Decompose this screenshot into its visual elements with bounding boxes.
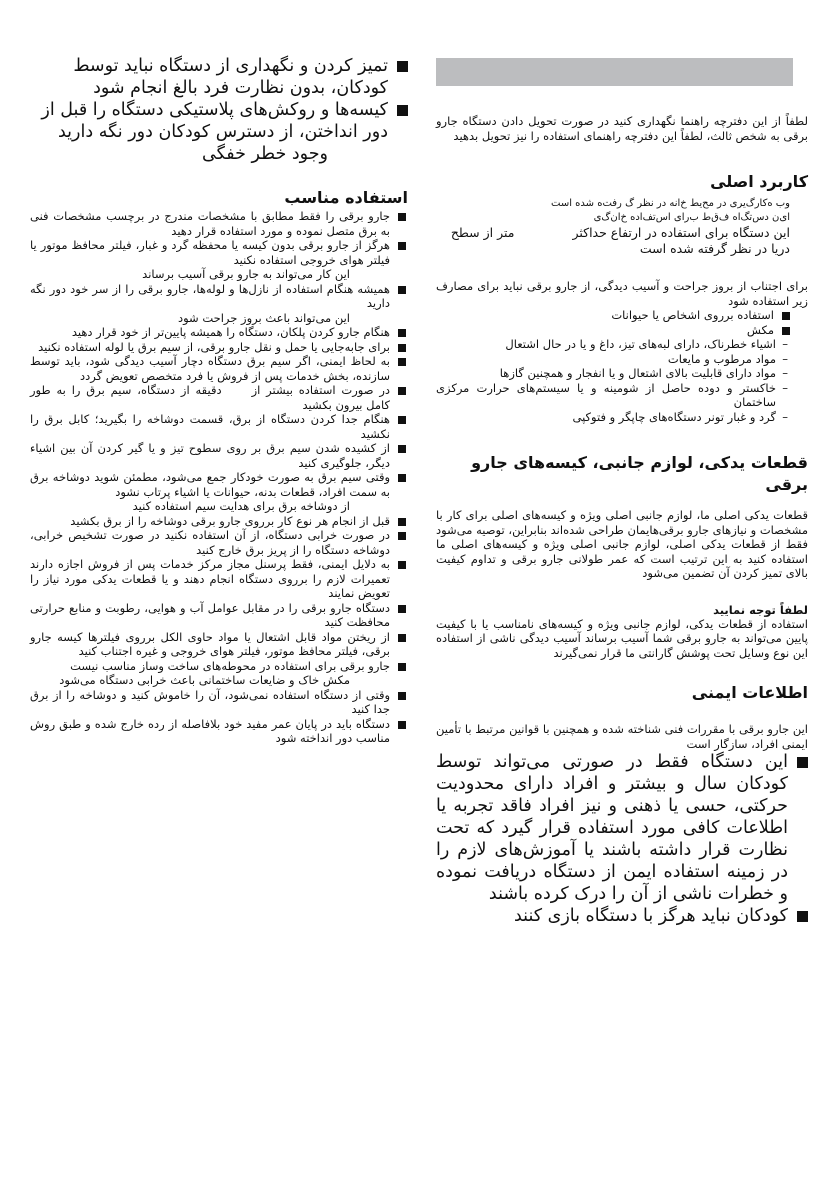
list-item: دستگاه باید در پایان عمر مفید خود بلافاصله از رده خارج شده و طبق روش مناسب دور انداخته شود (30, 717, 408, 746)
intended-use-line-2: ای‌ن دس‌تگ‌اه ف‌ق‌ط ب‌رای اس‌تف‌اده خ‌ان‌گ‌ی (593, 212, 790, 223)
list-item: به لحاظ ایمنی، اگر سیم برق دستگاه دچار آسیب دیدگی شود، باید توسط سازنده، بخش خدمات پس از فروش یا فرد متخصص تعویض گردد (30, 354, 408, 383)
item-note: این کار می‌تواند به جارو برقی آسیب برساند (142, 267, 350, 281)
list-item: – گرد و غبار تونر دستگاه‌های چاپگر و فتوکپی (436, 410, 788, 425)
list-item: در صورت خرابی دستگاه، از آن استفاده نکنید در صورت تشخیص خرابی، دوشاخه دستگاه را از پریز برق خارج کنید (30, 528, 408, 557)
list-item: همیشه هنگام استفاده از نازل‌ها و لوله‌ها، جارو برقی را از سر خود دور نگه دارید این می‌تواند باعث بروز جراحت شود (30, 282, 408, 326)
avoid-list (436, 308, 808, 337)
list-item: جارو برقی را فقط مطابق با مشخصات مندرج در برچسب مشخصات فنی به برق متصل نموده و مورد استفاده قرار دهید (30, 209, 408, 238)
section-heading-proper-use: استفاده مناسب (284, 188, 408, 207)
list-item: هرگز از جارو برقی بدون کیسه یا محفظه گرد و غبار، فیلتر محافظ موتور یا فیلتر هوای خروجی استفاده نکنید این کار می‌تواند به جارو برقی آسیب برساند (30, 238, 408, 282)
list-item: از کشیده شدن سیم برق بر روی سطوح تیز و یا گیر کردن آن بین اشیاء دیگر، جلوگیری کنید (30, 441, 408, 470)
section-heading-safety: اطلاعات ایمنی (691, 683, 808, 702)
notice-paragraph: استفاده از قطعات یدکی، لوازم جانبی ویژه و کیسه‌های نامناسب یا با کیفیت پایین می‌تواند به جارو برقی شما آسیب برساند آسیب دیدگی ناشی از استفاده این نوع وسایل تحت پوشش گارانتی ما قرار نمی‌گیرند (436, 616, 808, 660)
list-item: در صورت استفاده بیشتر ازدقیقه از دستگاه، سیم برق را به طور کامل بیرون بکشید (30, 383, 408, 412)
list-item: تمیز کردن و نگهداری از دستگاه نباید توسط کودکان، بدون نظارت فرد بالغ انجام شود (30, 55, 408, 99)
section-heading-spare-parts: قطعات یدکی، لوازم جانبی، کیسه‌های جارو برقی (471, 453, 808, 494)
list-item: از ریختن مواد قابل اشتعال یا مواد حاوی الکل برروی فیلترها کیسه جارو برقی، فیلتر محافظ موتور، فیلتر هوای خروجی و غیره اجتناب کنید (30, 630, 408, 659)
right-column (436, 58, 808, 927)
list-item: دستگاه جارو برقی را در مقابل عوامل آب و هوایی، رطوبت و منابع حرارتی محافظت کنید (30, 601, 408, 630)
list-item: وقتی سیم برق به صورت خودکار جمع می‌شود، مطمئن شوید دوشاخه برق به سمت افراد، قطعات بدنه، حیوانات یا اشیاء پرتاب نشود از دوشاخه برق برای هدایت سیم استفاده کنید (30, 470, 408, 514)
item-note: مکش خاک و ضایعات ساختمانی باعث خرابی دستگاه می‌شود (59, 673, 350, 687)
list-item: این دستگاه فقط در صورتی می‌تواند توسط کودکان سال و بیشتر و افراد دارای محدودیت حرکتی، حسی یا ذهنی و نیز افراد فاقد تجربه یا اطلاعات کافی مورد استفاده قرار گیرد که تحت نظارت قرار داشته باشند یا آموزش‌های لازم را در زمینه استفاده ایمن از دستگاه دریافت نموده و خطرات ناشی از آن را درک کرده باشند (436, 751, 808, 905)
list-item: برای جابه‌جایی یا حمل و نقل جارو برقی، از سیم برق یا لوله استفاده نکنید (30, 340, 408, 355)
notice-heading: لطفاً توجه نمایید (713, 602, 808, 617)
suction-list (436, 337, 808, 424)
suffocation-warning: وجود خطر خفگی (202, 144, 328, 164)
altitude-line: این دستگاه برای استفاده در ارتفاع حداکثرمتر از سطح (450, 225, 790, 240)
intended-use-line-1: وب ه‌کارگ‌یری در مح‌یط خ‌انه در نظر گ رفت‌ه شده است (551, 198, 790, 209)
list-item: هنگام جدا کردن دستگاه از برق، قسمت دوشاخه را بگیرید؛ کابل برق را نکشید (30, 412, 408, 441)
list-item: – اشیاء خطرناک، دارای لبه‌های تیز، داغ و یا در حال اشتعال (436, 337, 788, 352)
list-item: قبل از انجام هر نوع کار برروی جارو برقی دوشاخه را از برق بکشید (30, 514, 408, 529)
section-heading-intended-use: کاربرد اصلی (710, 172, 808, 191)
list-item: مکش (436, 323, 792, 338)
proper-use-list (30, 209, 408, 746)
item-note: این می‌تواند باعث بروز جراحت شود (177, 310, 350, 325)
safety-list (436, 751, 808, 927)
left-column (30, 55, 408, 746)
list-item: وقتی از دستگاه استفاده نمی‌شود، آن را خاموش کنید و دوشاخه را از برق جدا کنید (30, 688, 408, 717)
list-item: کودکان نباید هرگز با دستگاه بازی کنند (436, 905, 808, 927)
spare-parts-paragraph: قطعات یدکی اصلی ما، لوازم جانبی اصلی ویژه و کیسه‌های اصلی برای کار با مشخصات و نیازهای جارو برقی‌هایمان طراحی شده‌اند بنابراین، توصیه می‌شود فقط از قطعات یدکی اصلی، لوازم جانبی اصلی ویژه و کیسه‌های اصلی ما استفاده کنید به این ترتیب است که عمر طولانی جارو برقی و تداوم کیفیت بالای تمیز کردن آن تضمین می‌شود (436, 508, 808, 580)
altitude-line-2: دریا در نظر گرفته شده است (639, 241, 790, 256)
list-item: هنگام جارو کردن پلکان، دستگاه را همیشه پایین‌تر از خود قرار دهید (30, 325, 408, 340)
header-bar (436, 58, 793, 86)
list-item: – مواد دارای قابلیت بالای اشتعال و یا انفجار و همچنین گازها (436, 366, 788, 381)
list-item: کیسه‌ها و روکش‌های پلاستیکی دستگاه را قبل از دور انداختن، از دسترس کودکان دور نگه دارید (30, 99, 408, 143)
list-item: – خاکستر و دوده حاصل از شومینه و یا سیستم‌های حرارت مرکزی ساختمان (436, 381, 788, 410)
item-note: از دوشاخه برق برای هدایت سیم استفاده کنید (132, 499, 350, 513)
list-item: – مواد مرطوب و مایعات (436, 352, 788, 367)
list-item: استفاده برروی اشخاص یا حیوانات (436, 308, 792, 323)
avoid-intro: برای اجتناب از بروز جراحت و آسیب دیدگی، از جارو برقی نباید برای مصارف زیر استفاده شود (436, 279, 808, 308)
child-safety-list (30, 55, 408, 143)
intro-paragraph: لطفاً از این دفترچه راهنما نگهداری کنید در صورت تحویل دادن دستگاه جارو برقی به شخص ثالث، لطفاً این دفترچه راهنمای استفاده را نیز تحویل بدهید (436, 114, 808, 143)
list-item: جارو برقی برای استفاده در محوطه‌های ساخت وساز مناسب نیست مکش خاک و ضایعات ساختمانی باعث خرابی دستگاه می‌شود (30, 659, 408, 688)
safety-paragraph: این جارو برقی با مقررات فنی شناخته شده و همچنین با قوانین مرتبط با تأمین ایمنی افراد، سازگار است (436, 722, 808, 751)
list-item: به دلایل ایمنی، فقط پرسنل مجاز مرکز خدمات پس از فروش اجازه دارند تعمیرات لازم را برروی دستگاه انجام دهند و یا قطعات یدکی مورد نیاز را تعویض نمایند (30, 557, 408, 601)
